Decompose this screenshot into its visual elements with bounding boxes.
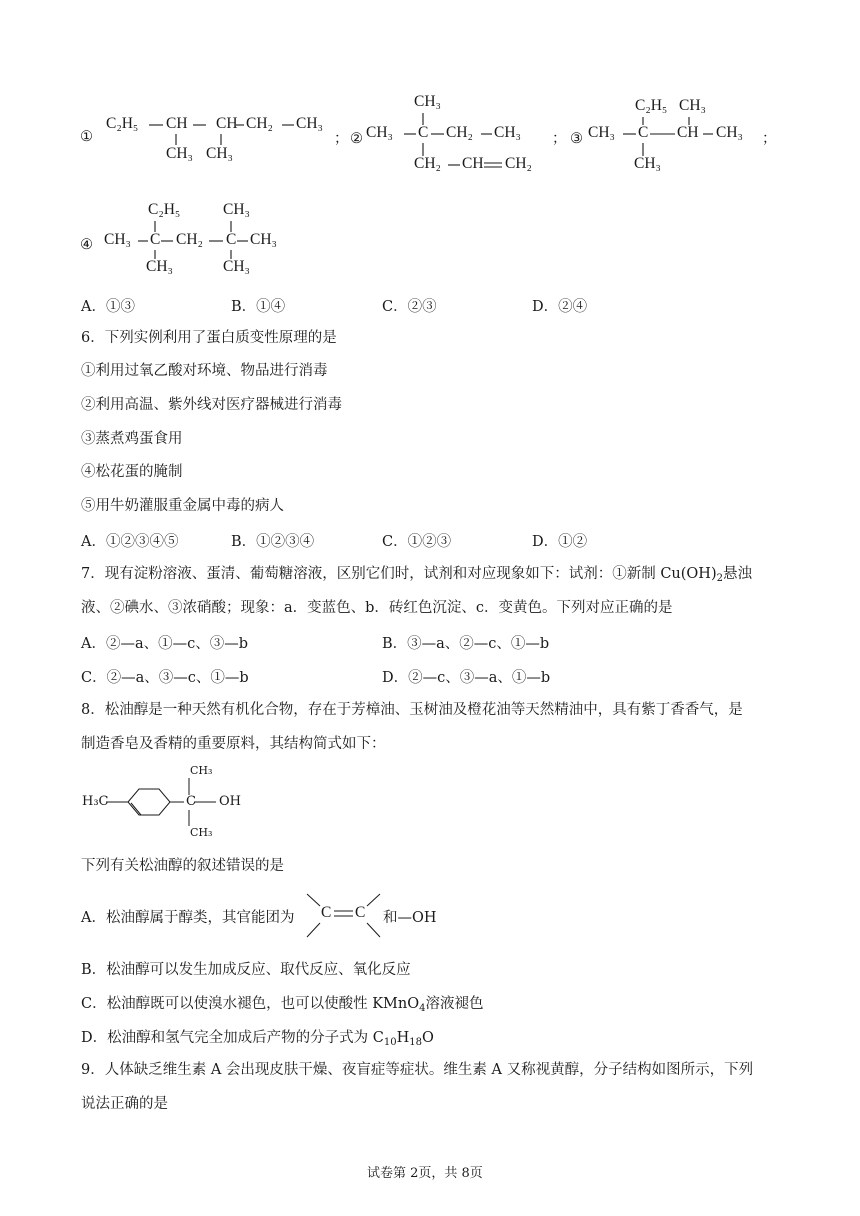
separator: ； [762,131,777,147]
s4-ch2: CH₂ [176,231,203,248]
q8-option-d-text: D．松油醇和氢气完全加成后产物的分子式为 C [81,1030,384,1046]
s3-ch3-left: CH₃ [588,124,615,141]
q6-option-c[interactable]: C．①②③ [382,534,452,550]
s3-top-c2h5: C₂H₅ [635,97,668,114]
q7-stem-line1-text: 7．现有淀粉溶液、蛋清、葡萄糖溶液，区别它们时，试剂和对应现象如下：试剂：①新制 Cu(OH) [81,566,717,582]
s4-ch3-left: CH₃ [104,231,131,248]
s3-bottom-ch3: CH₃ [634,155,661,172]
q6-option-d[interactable]: D．①② [532,534,588,550]
s2-bottom-ch2: CH₂ [414,155,441,172]
s4-ch3-right: CH₃ [250,231,277,248]
q8-question: 下列有关松油醇的叙述错误的是 [81,858,284,874]
q8-option-c-subscript: 4 [419,1003,426,1014]
q5-option-c[interactable]: C．②③ [382,299,437,315]
s3-c: C [638,124,649,141]
terpineol-oh: OH [219,794,241,809]
s1-sub-ch3-a: CH₃ [166,145,193,162]
s1-c2h5: C₂H₅ [106,115,139,132]
q7-stem-line1-end: 悬浊 [723,566,752,582]
q6-stem: 6．下列实例利用了蛋白质变性原理的是 [81,330,337,346]
q7-option-c[interactable]: C．②—a、③—c、①—b [81,670,249,686]
q8-option-d-sub1: 10 [383,1037,397,1048]
q7-option-a[interactable]: A．②—a、①—c、③—b [81,636,249,652]
q6-item-3: ③蒸煮鸡蛋食用 [81,431,183,447]
page-footer: 试卷第 2页，共 8页 [367,1166,483,1181]
terpineol-c: C [186,794,196,809]
alkene-c1: C [321,904,332,921]
q7-option-b[interactable]: B．③—a、②—c、①—b [382,636,550,652]
structure-4-number: ④ [80,237,93,253]
q8-option-a-suffix: 和—OH [383,910,437,926]
s2-top-ch3: CH₃ [414,93,441,110]
s4-c-a: C [150,231,161,248]
structure-3-number: ③ [570,131,583,147]
s3-ch3-right: CH₃ [716,124,743,141]
q8-option-c[interactable] [81,992,483,1013]
q8-stem-line2: 制造香皂及香精的重要原料，其结构简式如下： [81,736,386,752]
q6-item-4: ④松花蛋的腌制 [81,464,183,480]
q7-option-d[interactable]: D．②—c、③—a、①—b [382,670,551,686]
q8-option-d-sub2: 18 [409,1037,422,1048]
separator: ； [334,131,349,147]
alkene-c2: C [355,904,366,921]
q8-option-b[interactable]: B．松油醇可以发生加成反应、取代反应、氧化反应 [81,962,411,978]
s2-c: C [418,124,429,141]
structure-2-number: ② [350,131,363,147]
s4-top-c2h5: C₂H₅ [148,201,181,218]
q8-stem-line1: 8．松油醇是一种天然有机化合物，存在于芳樟油、玉树油及橙花油等天然精油中，具有紫丁香香气，是 [81,702,743,718]
s3-top-ch3: CH₃ [679,97,706,114]
s3-ch: CH [677,124,699,141]
q7-subscript: 2 [716,573,723,584]
q5-option-a[interactable]: A．①③ [81,299,135,315]
s2-bottom-ch: CH [462,155,484,172]
q6-item-5: ⑤用牛奶灌服重金属中毒的病人 [81,498,284,514]
q6-item-2: ②利用高温、紫外线对医疗器械进行消毒 [81,397,342,413]
q9-stem-line1: 9．人体缺乏维生素 A 会出现皮肤干燥、夜盲症等症状。维生素 A 又称视黄醇，分子结构如图所示，下列 [81,1062,754,1078]
q6-option-a[interactable]: A．①②③④⑤ [81,534,179,550]
q7-stem-line2: 液、②碘水、③浓硝酸；现象：a．变蓝色、b．砖红色沉淀、c．变黄色。下列对应正确的是 [81,600,673,616]
q8-option-d-o: O [421,1030,434,1046]
q8-option-c-end: 溶液褪色 [425,996,484,1012]
s2-ch2: CH₂ [446,124,473,141]
q8-option-c-text: C．松油醇既可以使溴水褪色，也可以使酸性 KMnO [81,996,420,1012]
s1-ch-a: CH [166,115,188,132]
s1-ch-b: CH [216,115,238,132]
q5-option-d[interactable]: D．②④ [532,299,588,315]
q6-item-1: ①利用过氧乙酸对环境、物品进行消毒 [81,363,328,379]
s2-ch3-right: CH₃ [494,124,521,141]
q9-stem-line2: 说法正确的是 [81,1096,168,1112]
s1-ch2: CH₂ [246,115,273,132]
s4-bottom-ch3-b: CH₃ [223,258,250,275]
structure-1-number: ① [80,129,93,145]
q8-option-a-text: A．松油醇属于醇类，其官能团为 [81,910,295,926]
terpineol-h3c: H₃C [82,794,109,809]
s4-bottom-ch3-a: CH₃ [146,258,173,275]
s4-top-ch3: CH₃ [223,201,250,218]
q8-option-d-h: H [396,1030,410,1046]
q8-option-d[interactable] [81,1026,434,1047]
q6-option-b[interactable]: B．①②③④ [231,534,315,550]
s1-sub-ch3-b: CH₃ [206,145,233,162]
s4-c-b: C [226,231,237,248]
q5-option-b[interactable]: B．①④ [231,299,286,315]
separator: ； [552,131,567,147]
terpineol-top-ch3: CH₃ [190,764,213,777]
s2-bottom-ch2-end: CH₂ [505,155,532,172]
terpineol-bottom-ch3: CH₃ [190,826,213,839]
s2-ch3-left: CH₃ [366,124,393,141]
s1-ch3: CH₃ [296,115,323,132]
